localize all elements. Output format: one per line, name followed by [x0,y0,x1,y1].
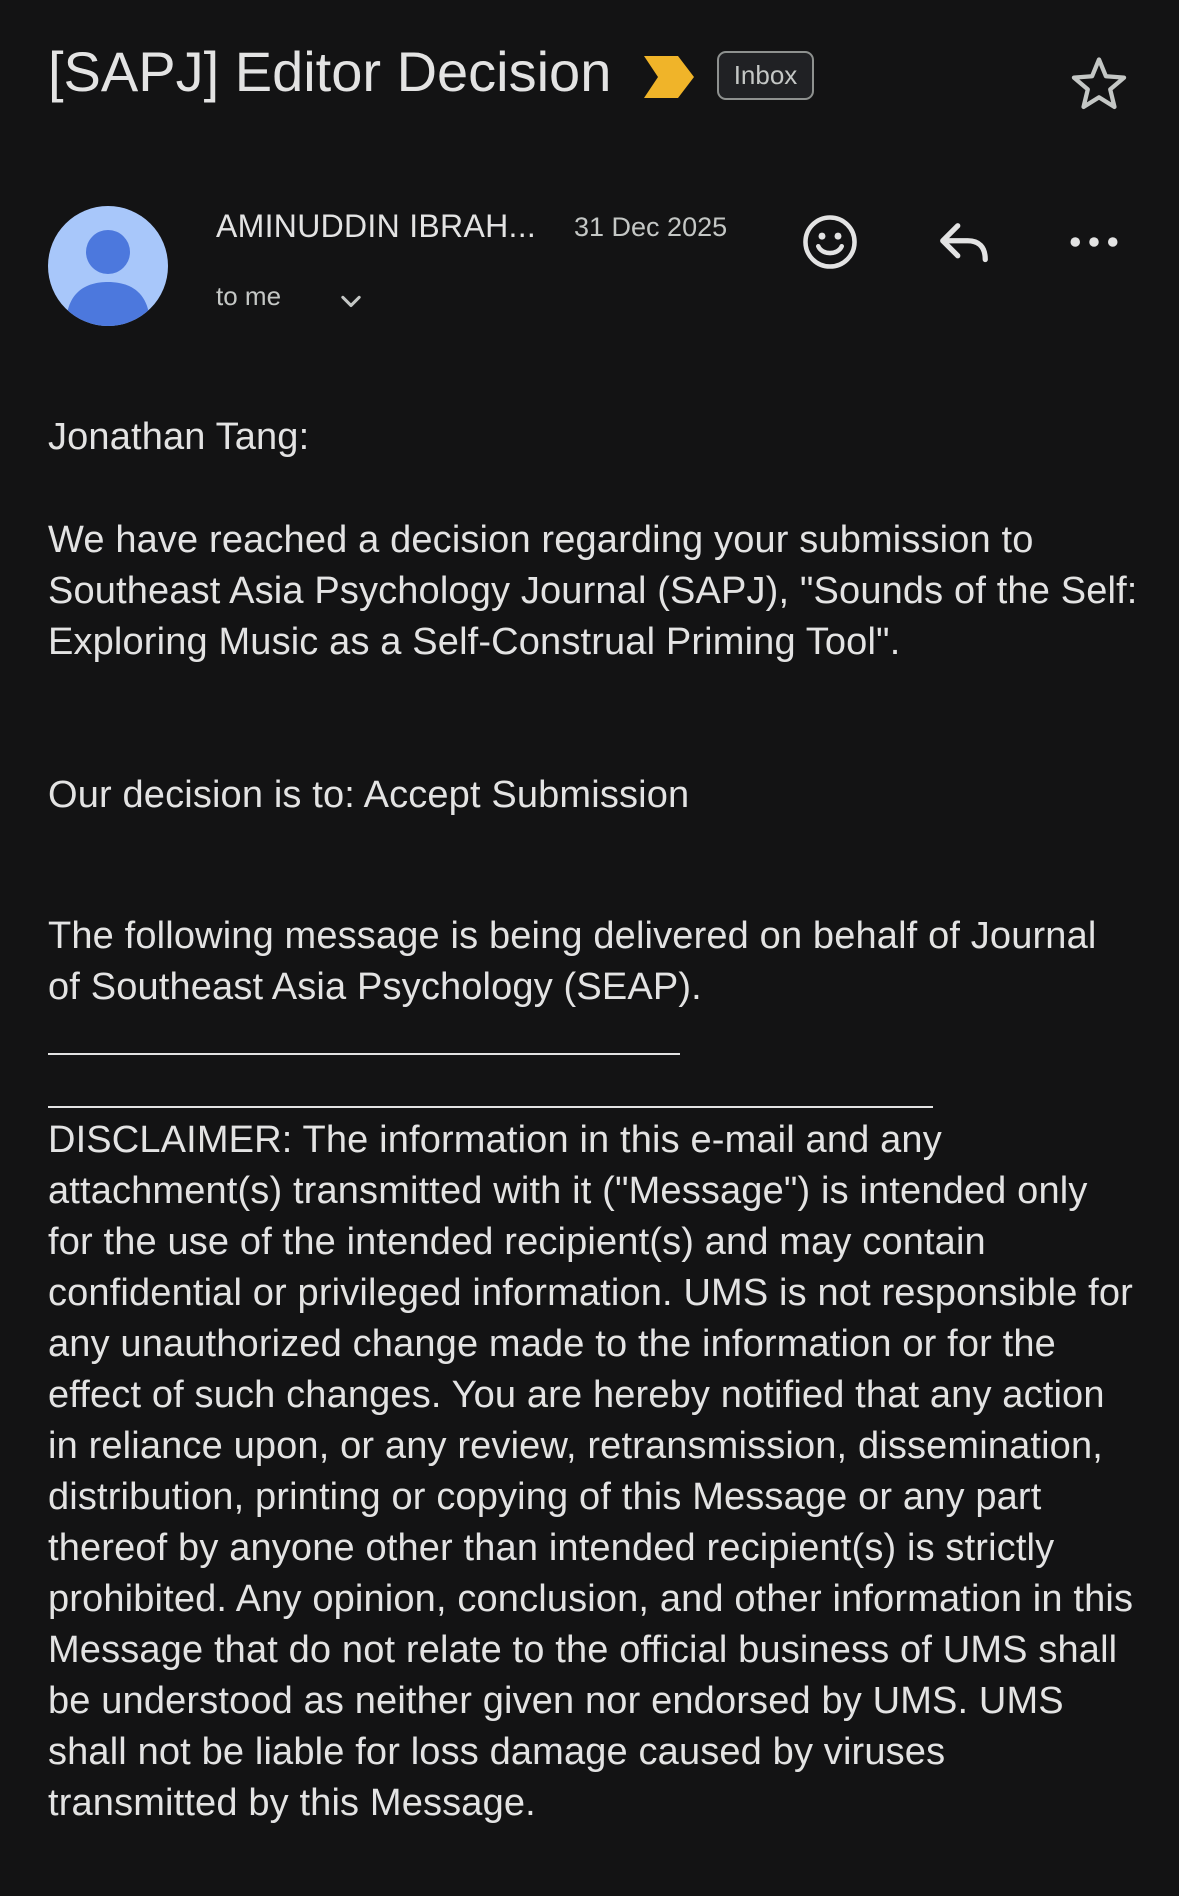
email-salutation: Jonathan Tang: [48,416,310,458]
subject-header [48,30,1131,130]
message-date: 31 Dec 2025 [574,212,728,242]
recipient-details-toggle[interactable] [216,276,365,316]
divider-line [48,1053,680,1055]
more-options-icon[interactable] [1064,212,1124,272]
emoji-reaction-icon[interactable] [798,210,862,274]
email-subject: [SAPJ] Editor Decision [48,40,612,103]
reply-icon[interactable] [932,212,996,272]
sender-name[interactable]: AMINUDDIN IBRAH... [216,208,537,244]
recipient-text: to me [216,281,282,311]
star-icon[interactable] [1067,52,1131,116]
email-disclaimer: DISCLAIMER: The information in this e-mail and any attachment(s) transmitted with it ("Message") is intended only for the use of the intended recipient(s) and may contain confidential or privileged information. UMS is not responsible for any unauthorized change made to the information or for the effect of such changes. You are hereby notified that any action in reliance upon, or any review, retransmission, dissemination, distribution, printing or copying of this Message or any part thereof by anyone other than intended recipient(s) is strictly prohibited. Any opinion, conclusion, and other information in this Message that do not relate to the official business of UMS shall be understood as neither given nor endorsed by UMS. UMS shall not be liable for loss damage caused by viruses transmitted by this Message. [48,1119,1134,1824]
inbox-label-chip[interactable]: Inbox [717,51,814,100]
email-paragraph-delivery: The following message is being delivered on behalf of Journal of Southeast Asia Psychology (SEAP). [48,915,1097,1008]
chevron-down-icon[interactable] [337,288,365,316]
email-paragraph-submission: We have reached a decision regarding your submission to Southeast Asia Psychology Journal (SAPJ), "Sounds of the Self: Exploring Music as a Self-Construal Priming Tool". [48,519,1138,663]
divider-line [48,1106,933,1108]
importance-marker-icon[interactable] [642,54,696,100]
sender-avatar[interactable] [48,206,168,326]
email-decision: Our decision is to: Accept Submission [48,774,690,816]
person-avatar-icon [48,206,168,326]
